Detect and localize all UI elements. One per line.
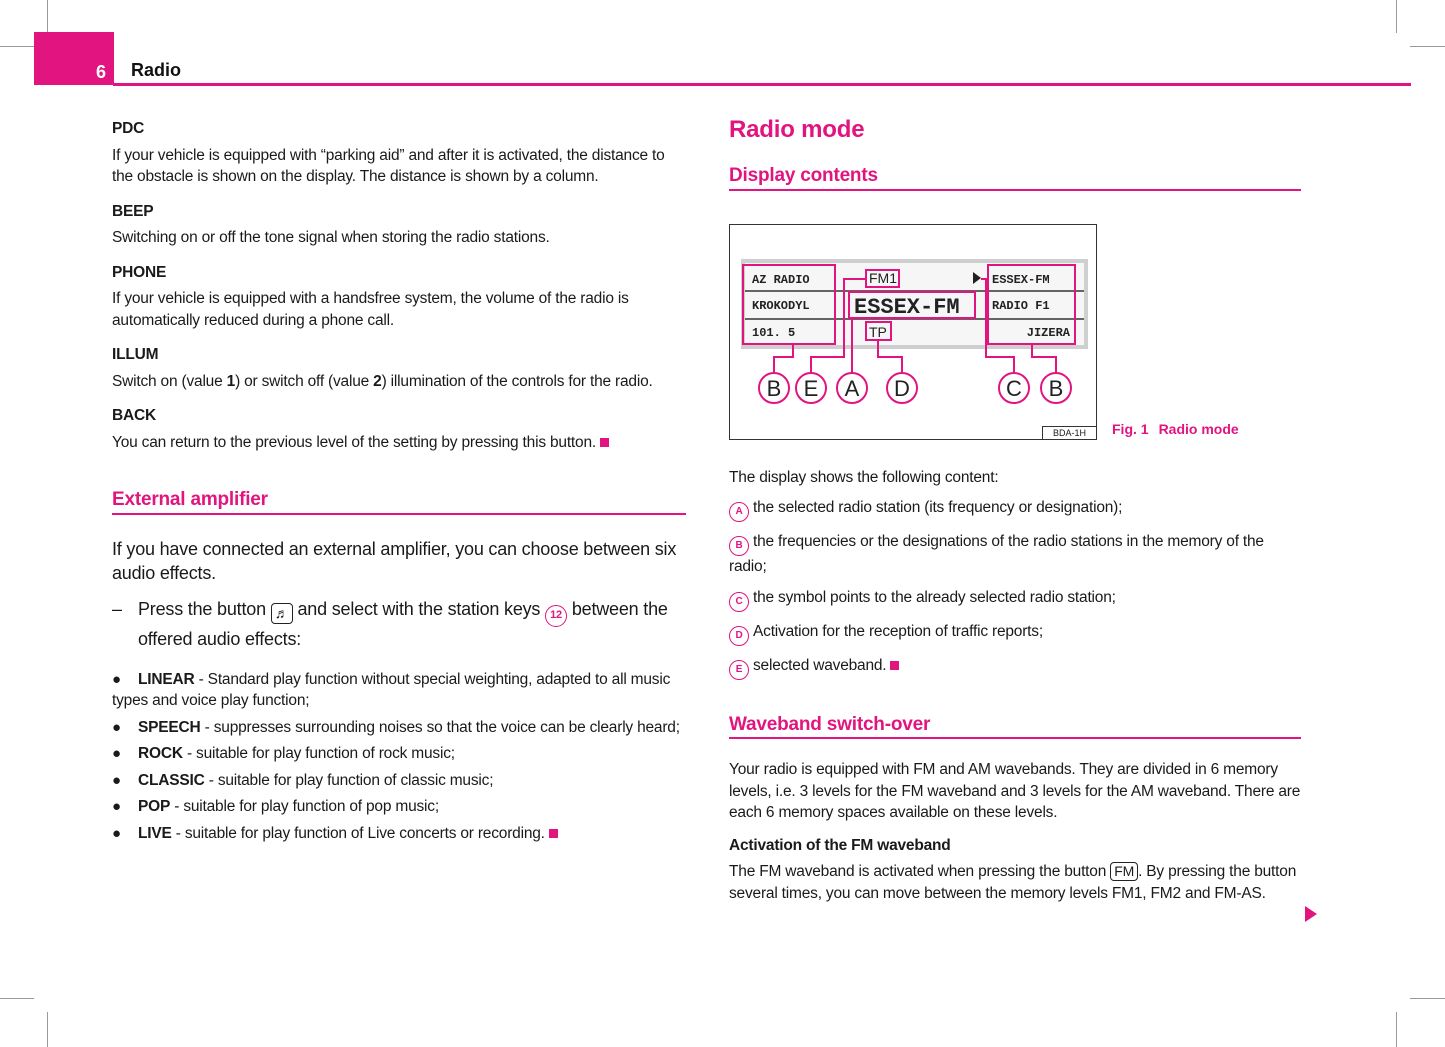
effect-name: LINEAR [138, 670, 195, 688]
bullet-icon: ● [112, 670, 121, 688]
callout-letter-d: D [729, 626, 749, 646]
callout-label-a: A [844, 376, 860, 401]
callout-letter-b: B [729, 536, 749, 556]
step-dash: – [112, 598, 122, 619]
radio-display-figure [729, 224, 1097, 440]
header-rule [113, 83, 1411, 86]
callout-label-e: E [803, 376, 819, 401]
setting-description: If your vehicle is equipped with a handsfree system, the volume of the radio is automatically reduced during a phone call. [112, 290, 629, 329]
fm-activation-text [729, 861, 1301, 904]
figure-title: Radio mode [1158, 421, 1239, 437]
callout-letter-e: E [729, 660, 749, 680]
list-item [729, 587, 1301, 612]
effect-name: LIVE [138, 824, 172, 842]
list-item [729, 655, 1301, 680]
bullet-icon: ● [112, 824, 121, 842]
crop-mark [0, 46, 34, 47]
crop-mark [1410, 998, 1445, 999]
text-fragment: Switch on (value [112, 372, 227, 390]
instruction-step [112, 597, 686, 651]
setting-term: ILLUM [112, 346, 159, 363]
text-fragment: Press the button [138, 598, 271, 619]
bullet-icon: ● [112, 798, 121, 815]
section-heading-display-contents: Display contents [729, 165, 1301, 191]
amplifier-intro: If you have connected an external amplifier, you can choose between six audio effects. [112, 538, 677, 583]
setting-back [112, 405, 686, 453]
tp-label: TP [869, 324, 887, 340]
text-fragment: The FM waveband is activated when pressing the button [729, 863, 1111, 880]
display-legend-list [729, 497, 1301, 680]
figure-number: Fig. 1 [1112, 421, 1149, 437]
memory-station-left-1: AZ RADIO [752, 273, 810, 287]
setting-description [112, 432, 686, 454]
callout-letter-c: C [729, 592, 749, 612]
audio-effects-list [112, 669, 686, 845]
chapter-heading: Radio mode [729, 116, 865, 143]
end-of-section-mark [549, 829, 558, 838]
effect-description: - suitable for play function of Live concerts or recording. [171, 824, 545, 842]
effect-name: CLASSIC [138, 771, 205, 789]
legend-text: Activation for the reception of traffic reports; [753, 622, 1043, 640]
memory-station-right-3: JIZERA [1026, 326, 1070, 340]
crop-mark [1396, 1012, 1397, 1047]
legend-text: the symbol points to the already selected radio station; [753, 588, 1116, 606]
page-number-tab [34, 32, 114, 85]
station-keys-reference: 12 [545, 605, 567, 627]
list-item [729, 531, 1301, 578]
callout-letter-a: A [729, 502, 749, 522]
callout-label-b: B [1048, 376, 1064, 401]
effect-name: SPEECH [138, 718, 201, 736]
setting-pdc [112, 118, 686, 188]
list-item [112, 770, 686, 792]
list-item [112, 796, 686, 818]
figure-code: BDA-1H [1042, 426, 1097, 440]
waveband-label: FM1 [869, 270, 897, 286]
setting-illum [112, 344, 686, 392]
crop-mark [47, 1012, 48, 1047]
legend-text: the selected radio station (its frequency or designation); [753, 499, 1123, 516]
setting-phone [112, 262, 686, 332]
bullet-icon: ● [112, 745, 121, 762]
callout-label-d: D [894, 376, 910, 401]
page-number: 6 [95, 62, 106, 82]
legend-text: selected waveband. [753, 656, 887, 674]
list-item [112, 669, 686, 712]
display-intro: The display shows the following content: [729, 468, 999, 486]
selected-station: ESSEX-FM [854, 295, 960, 320]
memory-station-right-2: RADIO F1 [992, 299, 1050, 313]
bullet-icon: ● [112, 718, 121, 736]
end-of-section-mark [890, 661, 899, 670]
effect-description: - suppresses surrounding noises so that the voice can be clearly heard; [200, 718, 680, 736]
music-note-button-icon: ♬ [271, 603, 293, 624]
setting-description: If your vehicle is equipped with “parking aid” and after it is activated, the distance to the obstacle is shown on the display. The distance is shown by a column. [112, 146, 665, 185]
setting-description [112, 371, 686, 393]
text-fragment: ) or switch off (value [235, 372, 374, 390]
callout-label-b: B [766, 376, 782, 401]
text-fragment: between the offered audio effects: [138, 598, 668, 649]
effect-description: - suitable for play function of rock music; [182, 745, 455, 762]
memory-station-left-3: 101. 5 [752, 326, 796, 340]
radio-display-diagram [730, 225, 1096, 439]
memory-station-right-1: ESSEX-FM [992, 273, 1050, 287]
fm-activation-subheading: Activation of the FM waveband [729, 836, 951, 854]
continue-next-page-icon [1305, 906, 1317, 922]
setting-description: Switching on or off the tone signal when storing the radio stations. [112, 229, 550, 246]
crop-mark [1396, 0, 1397, 33]
left-column [112, 118, 686, 849]
setting-term: PHONE [112, 263, 167, 281]
text-fragment: . By pressing the button several times, you can move between the memory levels FM1, FM2 and FM-AS. [729, 863, 1297, 902]
end-of-section-mark [600, 438, 609, 447]
waveband-description: Your radio is equipped with FM and AM wavebands. They are divided in 6 memory levels, i.e. 3 levels for the FM waveband and 3 levels for the AM waveband. There are each 6 memory spaces available on these levels. [729, 761, 1301, 821]
section-heading-waveband: Waveband switch-over [729, 714, 1301, 740]
effect-description: - Standard play function without special weighting, adapted to all music types and voice play function; [112, 670, 671, 709]
setting-term: BACK [112, 407, 156, 424]
list-item [112, 823, 686, 845]
bullet-icon: ● [112, 771, 121, 789]
effect-description: - suitable for play function of pop music; [170, 798, 439, 815]
crop-mark [0, 998, 34, 999]
list-item [729, 621, 1301, 646]
crop-mark [47, 0, 48, 32]
effect-description: - suitable for play function of classic music; [204, 771, 494, 789]
effect-name: ROCK [138, 745, 183, 762]
list-item [112, 743, 686, 765]
setting-beep [112, 201, 686, 249]
step-text [138, 597, 686, 651]
crop-mark [1410, 46, 1445, 47]
running-header-title: Radio [131, 60, 182, 80]
text-fragment: ) illumination of the controls for the radio. [381, 372, 653, 390]
list-item [112, 717, 686, 739]
callout-label-c: C [1006, 376, 1022, 401]
list-item [729, 497, 1301, 522]
figure-caption [1112, 421, 1239, 437]
section-heading-external-amplifier: External amplifier [112, 489, 686, 515]
setting-term: BEEP [112, 202, 154, 220]
effect-name: POP [138, 798, 171, 815]
setting-term: PDC [112, 120, 145, 137]
text-fragment: and select with the station keys [292, 598, 546, 619]
memory-station-left-2: KROKODYL [752, 299, 810, 313]
text-fragment: You can return to the previous level of the setting by pressing this button. [112, 433, 596, 451]
legend-text: the frequencies or the designations of the radio stations in the memory of the radio; [729, 533, 1264, 575]
fm-key-icon: FM [1110, 862, 1138, 881]
value-on: 1 [226, 372, 236, 390]
value-off: 2 [373, 372, 382, 390]
